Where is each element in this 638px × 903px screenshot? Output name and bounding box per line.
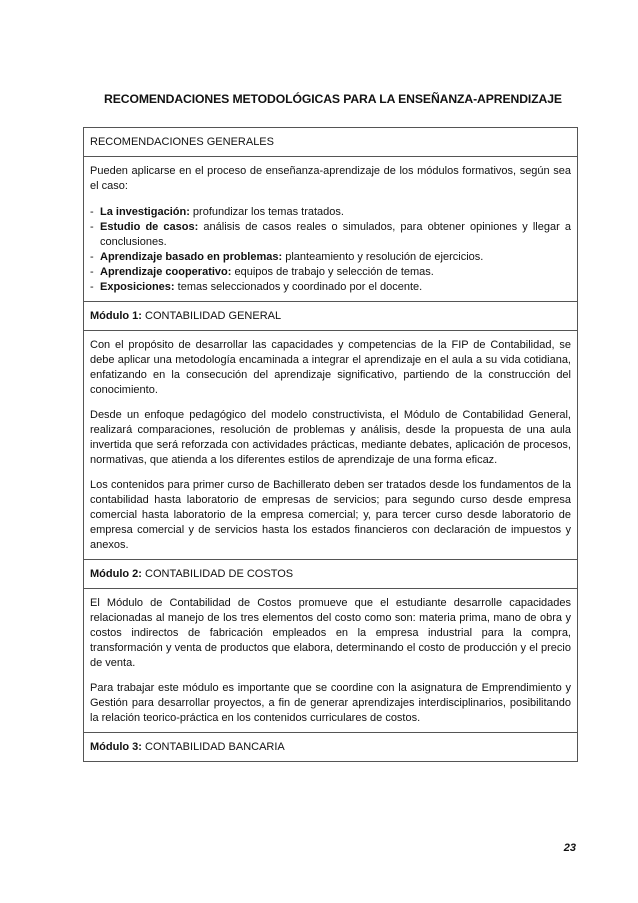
module-2-paragraph: Para trabajar este módulo es importante que se coordine con la asignatura de Emprendimiento y Gestión para desarrollar proyectos, a fin de generar aprendizajes interdisciplinarios, posibilitando la relación teorico-práctica en los contenidos curriculares de costos.: [90, 682, 571, 724]
module-1-name: CONTABILIDAD GENERAL: [145, 310, 282, 322]
module-2-header-row: [84, 560, 578, 589]
item-label: Aprendizaje basado en problemas:: [100, 251, 283, 263]
module-1-paragraph: Desde un enfoque pedagógico del modelo constructivista, el Módulo de Contabilidad General, realizará comparaciones, resolución de problemas y análisis, desde la propuesta de una aula invertida que será reforzada con actividades prácticas, mediante debates, aplicación de procesos, normativas, que atienda a los diferentes estilos de aprendizaje de una forma eficaz.: [90, 409, 571, 466]
module-1-body-cell: [84, 331, 578, 560]
general-body-cell: [84, 157, 578, 302]
list-item: [90, 265, 571, 280]
module-3-label: Módulo 3:: [90, 741, 142, 753]
module-2-header-cell: [84, 560, 578, 589]
item-label: Aprendizaje cooperativo:: [100, 266, 232, 278]
list-item: [90, 220, 571, 250]
item-text: temas seleccionados y coordinado por el docente.: [177, 281, 423, 293]
page-title: RECOMENDACIONES METODOLÓGICAS PARA LA ENSEÑANZA-APRENDIZAJE: [104, 92, 562, 106]
page-number: 23: [563, 842, 576, 854]
module-1-paragraph: Los contenidos para primer curso de Bachillerato deben ser tratados desde los fundamentos de la contabilidad hasta laboratorio de empresas de servicios; para segundo curso desde empresa comercial hasta laboratorio de la empresa comercial; y, para tercer curso desde laboratorio de empresa comercial y de servicios hasta los estados financieros con declaración de impuestos y anexos.: [90, 479, 571, 551]
item-text: análisis de casos reales o simulados, para obtener opiniones y llegar a conclusiones.: [100, 221, 571, 248]
module-1-body-row: [84, 331, 578, 560]
item-text: profundizar los temas tratados.: [192, 206, 344, 218]
item-label: La investigación:: [100, 206, 190, 218]
list-item: [90, 280, 571, 295]
item-text: equipos de trabajo y selección de temas.: [234, 266, 434, 278]
general-header-cell: RECOMENDACIONES GENERALES: [84, 128, 578, 157]
general-header-row: [84, 128, 578, 157]
list-item: [90, 250, 571, 265]
general-list: [90, 205, 571, 295]
module-1-paragraph: Con el propósito de desarrollar las capacidades y competencias de la FIP de Contabilidad, se debe aplicar una metodología encaminada a integrar el aprendizaje en el aula a su vida cotidiana, enfatizando en la consecución del aprendizaje significativo, partiendo de la construcción del conocimiento.: [90, 339, 571, 396]
module-1-label: Módulo 1:: [90, 310, 142, 322]
list-item: [90, 205, 571, 220]
module-3-name: CONTABILIDAD BANCARIA: [145, 741, 285, 753]
module-3-header-row: [84, 733, 578, 762]
module-2-label: Módulo 2:: [90, 568, 142, 580]
module-2-body-cell: [84, 589, 578, 733]
module-2-paragraph: El Módulo de Contabilidad de Costos promueve que el estudiante desarrolle capacidades relacionadas al manejo de los tres elementos del costo como son: materia prima, mano de obra y costos indirectos de fabricación empleados en la empresa industrial para la compra, transformación y venta de productos que elabora, determinando el costo de producción y el precio de venta.: [90, 597, 571, 669]
item-label: Estudio de casos:: [100, 221, 199, 233]
module-1-header-row: [84, 302, 578, 331]
item-text: planteamiento y resolución de ejercicios.: [285, 251, 484, 263]
recommendations-table: [83, 127, 578, 762]
module-2-name: CONTABILIDAD DE COSTOS: [145, 568, 294, 580]
module-1-header-cell: [84, 302, 578, 331]
item-label: Exposiciones:: [100, 281, 175, 293]
module-2-body-row: [84, 589, 578, 733]
general-intro: Pueden aplicarse en el proceso de enseñanza-aprendizaje de los módulos formativos, según sea el caso:: [90, 165, 571, 192]
general-body-row: [84, 157, 578, 302]
module-3-header-cell: [84, 733, 578, 762]
